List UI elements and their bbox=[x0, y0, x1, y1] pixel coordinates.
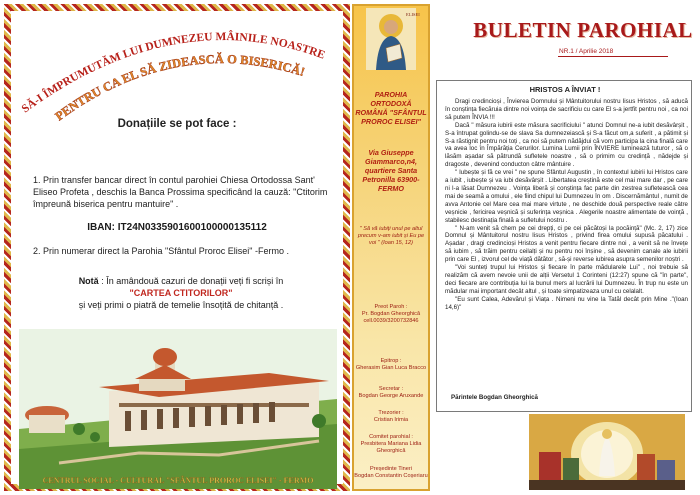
parish-info-strip bbox=[352, 4, 430, 491]
staff-treasurer bbox=[354, 410, 428, 424]
article-signature: Părintele Bogdan Gheorghică bbox=[451, 394, 538, 401]
article-title: HRISTOS A ÎNVIAT ! bbox=[529, 85, 601, 94]
article-paragraph: " Iubește și fă ce vrei " ne spune Sfântul Augustin , în contextul iubirii lui Hristos care a iubit , iubește și va iubi desăvârșit . Libertatea creștină este cel mai mare dar , pe care ni l-a lăsat Dumnezeu . Voința liberă și conștința fac parte din zestrea sufletească cea mai de seamă a omului , ele fiind chipul lui Dumnezeu în om . Discernământul , numit de avva Antonie cel Mare cea mai mare virtute , ne deschide două perspective reale câtre veșnicie , fericirea veșnică și suferința veșnica . Alegerile noastre alimentate de voință , stabilesc destinația finală a sufletului nostru . bbox=[445, 169, 688, 224]
article-paragraph: Dragi credincioși , Învierea Domnului și Mântuitorului nostru Iisus Hristos , să aducă în conștința fiecăruia dintre noi voința de sacrificiu cu care El s-a jertfit pentru noi , ca noi să putem ÎNVIA !!! bbox=[445, 98, 688, 121]
article-paragraph: "Voi sunteți trupul lui Hristos și fiecare în parte mădularele Lui" , noi trebuie să realizăm că avem nevoie unii de alții Versetul 1 Corinteni (12:27) spune că "în parte", deci fiecare are contribuția lui la bunul mers al lucrării lui Dumnezeu. În trup nu este un mădular mai important decât altul , și toate simpatizeaza unul cu celalalt. bbox=[445, 264, 688, 295]
staff-role: Secretar : bbox=[378, 386, 404, 392]
staff-name: Pr. Bogdan Gheorghică bbox=[361, 311, 421, 317]
church-building-render bbox=[19, 329, 337, 489]
donation-title: Donațiile se pot face : bbox=[117, 118, 237, 130]
article-paragraph: Dacă " măsura iubirii este măsura sacrificiului " atunci Domnul ne-a iubit desăvârșit , S-a întrupat golindu-se de slava Sa dumnezeiască și S-a făcut om,a suferit , a pătimit și S-a răstignit pentru noi toți , ca noi să putem nădăjdui că vom participa la cina finală care va avea loc în Împărăția Cerurilor. Lumina Lumii prin ÎNVIERE luminează tuturor , să o lăsăm așadar să pătrundă sufletele noastre , să o primim cu credință , nădejde și dragoste , devenind conducton câtre mântuire . bbox=[445, 121, 688, 169]
staff-epitrop bbox=[354, 358, 428, 372]
parish-name: PAROHIA ORTODOXĂ ROMÂNĂ "SFÂNTUL PROROC ELISEI" bbox=[355, 90, 427, 126]
resurrection-icon bbox=[529, 414, 685, 490]
staff-role: Trezorier : bbox=[378, 410, 404, 416]
staff-name: Bogdan Constantin Coșeriaru bbox=[354, 473, 428, 479]
iban-number: IBAN: IT24N0335901600100000135112 bbox=[87, 222, 267, 233]
staff-secretary bbox=[354, 386, 428, 400]
donation-item-cash: 2. Prin numerar direct la Parohia "Sfântul Proroc Elisei" -Fermo . bbox=[33, 246, 289, 256]
staff-name: Presbitera Mariana Lidia Gheorghică bbox=[360, 441, 422, 454]
staff-priest bbox=[354, 304, 428, 325]
staff-name: Gherasim Gian Luca Bracco bbox=[355, 365, 427, 371]
easter-article bbox=[436, 80, 692, 412]
staff-role: Preot Paroh : bbox=[374, 304, 408, 310]
staff-role: Președinte Tineri bbox=[370, 466, 412, 472]
donation-item-bank: 1. Prin transfer bancar direct în contul parohiei Chiesa Ortodossa Sant' Eliseo Profeta , deschis la Banca Prossima specificând la cauză: "Ctitorim împreună biserica pentru mantuire" . bbox=[33, 175, 328, 209]
slogan-line-1: SĂ-I ÎMPRUMUTĂM LUI DUMNEZEU MÂINILE NOASTRE bbox=[19, 31, 327, 116]
staff-extra: cell.0039/3200732846 bbox=[363, 318, 419, 324]
bulletin-title: BULETIN PAROHIAL bbox=[473, 18, 693, 42]
staff-role: Epitrop : bbox=[380, 358, 402, 364]
staff-committee bbox=[354, 434, 428, 455]
staff-youth-president bbox=[354, 466, 428, 480]
note-label: Notă bbox=[78, 276, 99, 286]
bulletin-issue: NR.1 / Aprilie 2018 bbox=[559, 48, 614, 55]
parish-address: Via Giuseppe Giammarco,n4, quartiere Santa Petronilla 63900- FERMO bbox=[362, 148, 420, 193]
donation-panel bbox=[4, 4, 350, 491]
article-paragraph: "Eu sunt Calea, Adevărul și Viața . Nimeni nu vine la Tatăl decât prin Mine ."(Ioan 14,6)" bbox=[445, 295, 688, 311]
founders-book: "CARTEA CTITORILOR" bbox=[129, 288, 233, 298]
article-body bbox=[445, 98, 688, 311]
slogan-line-2: PENTRU CA EL SĂ ZIDEASCĂ O BISERICĂ! bbox=[52, 52, 307, 121]
donation-note bbox=[51, 275, 311, 311]
staff-name: Cristian Irimia bbox=[373, 417, 409, 423]
note-text: : În amândouă cazuri de donații veți fi scriși în bbox=[101, 276, 284, 286]
staff-name: Bogdan George Aruxande bbox=[358, 393, 424, 399]
building-caption: CENTRUL SOCIAL - CULTURAL "SFÂNTUL PROROC ELISEI" - FERMO bbox=[42, 476, 314, 485]
note-end: și veți primi o piatră de temelie însoțită de chitanță . bbox=[78, 300, 284, 310]
icon-label: ELISEI bbox=[406, 12, 420, 17]
donation-slogan-arc bbox=[11, 11, 343, 121]
article-paragraph: " N-am venit să chem pe cei drepți, ci pe cei păcătoși la pocăință" (Mc. 2, 17) zice Domnul și Mântuitorul nostru Iisus Hristos , privind firea omului supusă păcatului . Așadar , dragi credincioși Hristos a venit pentru fiecare dintre noi , a venit să ne învețe să iubim , să trăim pentru ceilalți și nu pentru noi înșine , să devenim canale ale iubirii prin care El , izvorul cel de viață dătător , să-și reverse iubirea asupra semenilor noștri . bbox=[445, 224, 688, 264]
bible-quote: " Să vă iubiți unul pe altul precum v-am iubit și Eu pe voi " (Ioan 15, 12) bbox=[357, 226, 425, 246]
staff-role: Comitet parohial : bbox=[369, 434, 413, 440]
title-divider bbox=[558, 56, 668, 57]
bulletin-panel bbox=[433, 4, 696, 491]
prophet-elisei-icon bbox=[366, 8, 420, 70]
